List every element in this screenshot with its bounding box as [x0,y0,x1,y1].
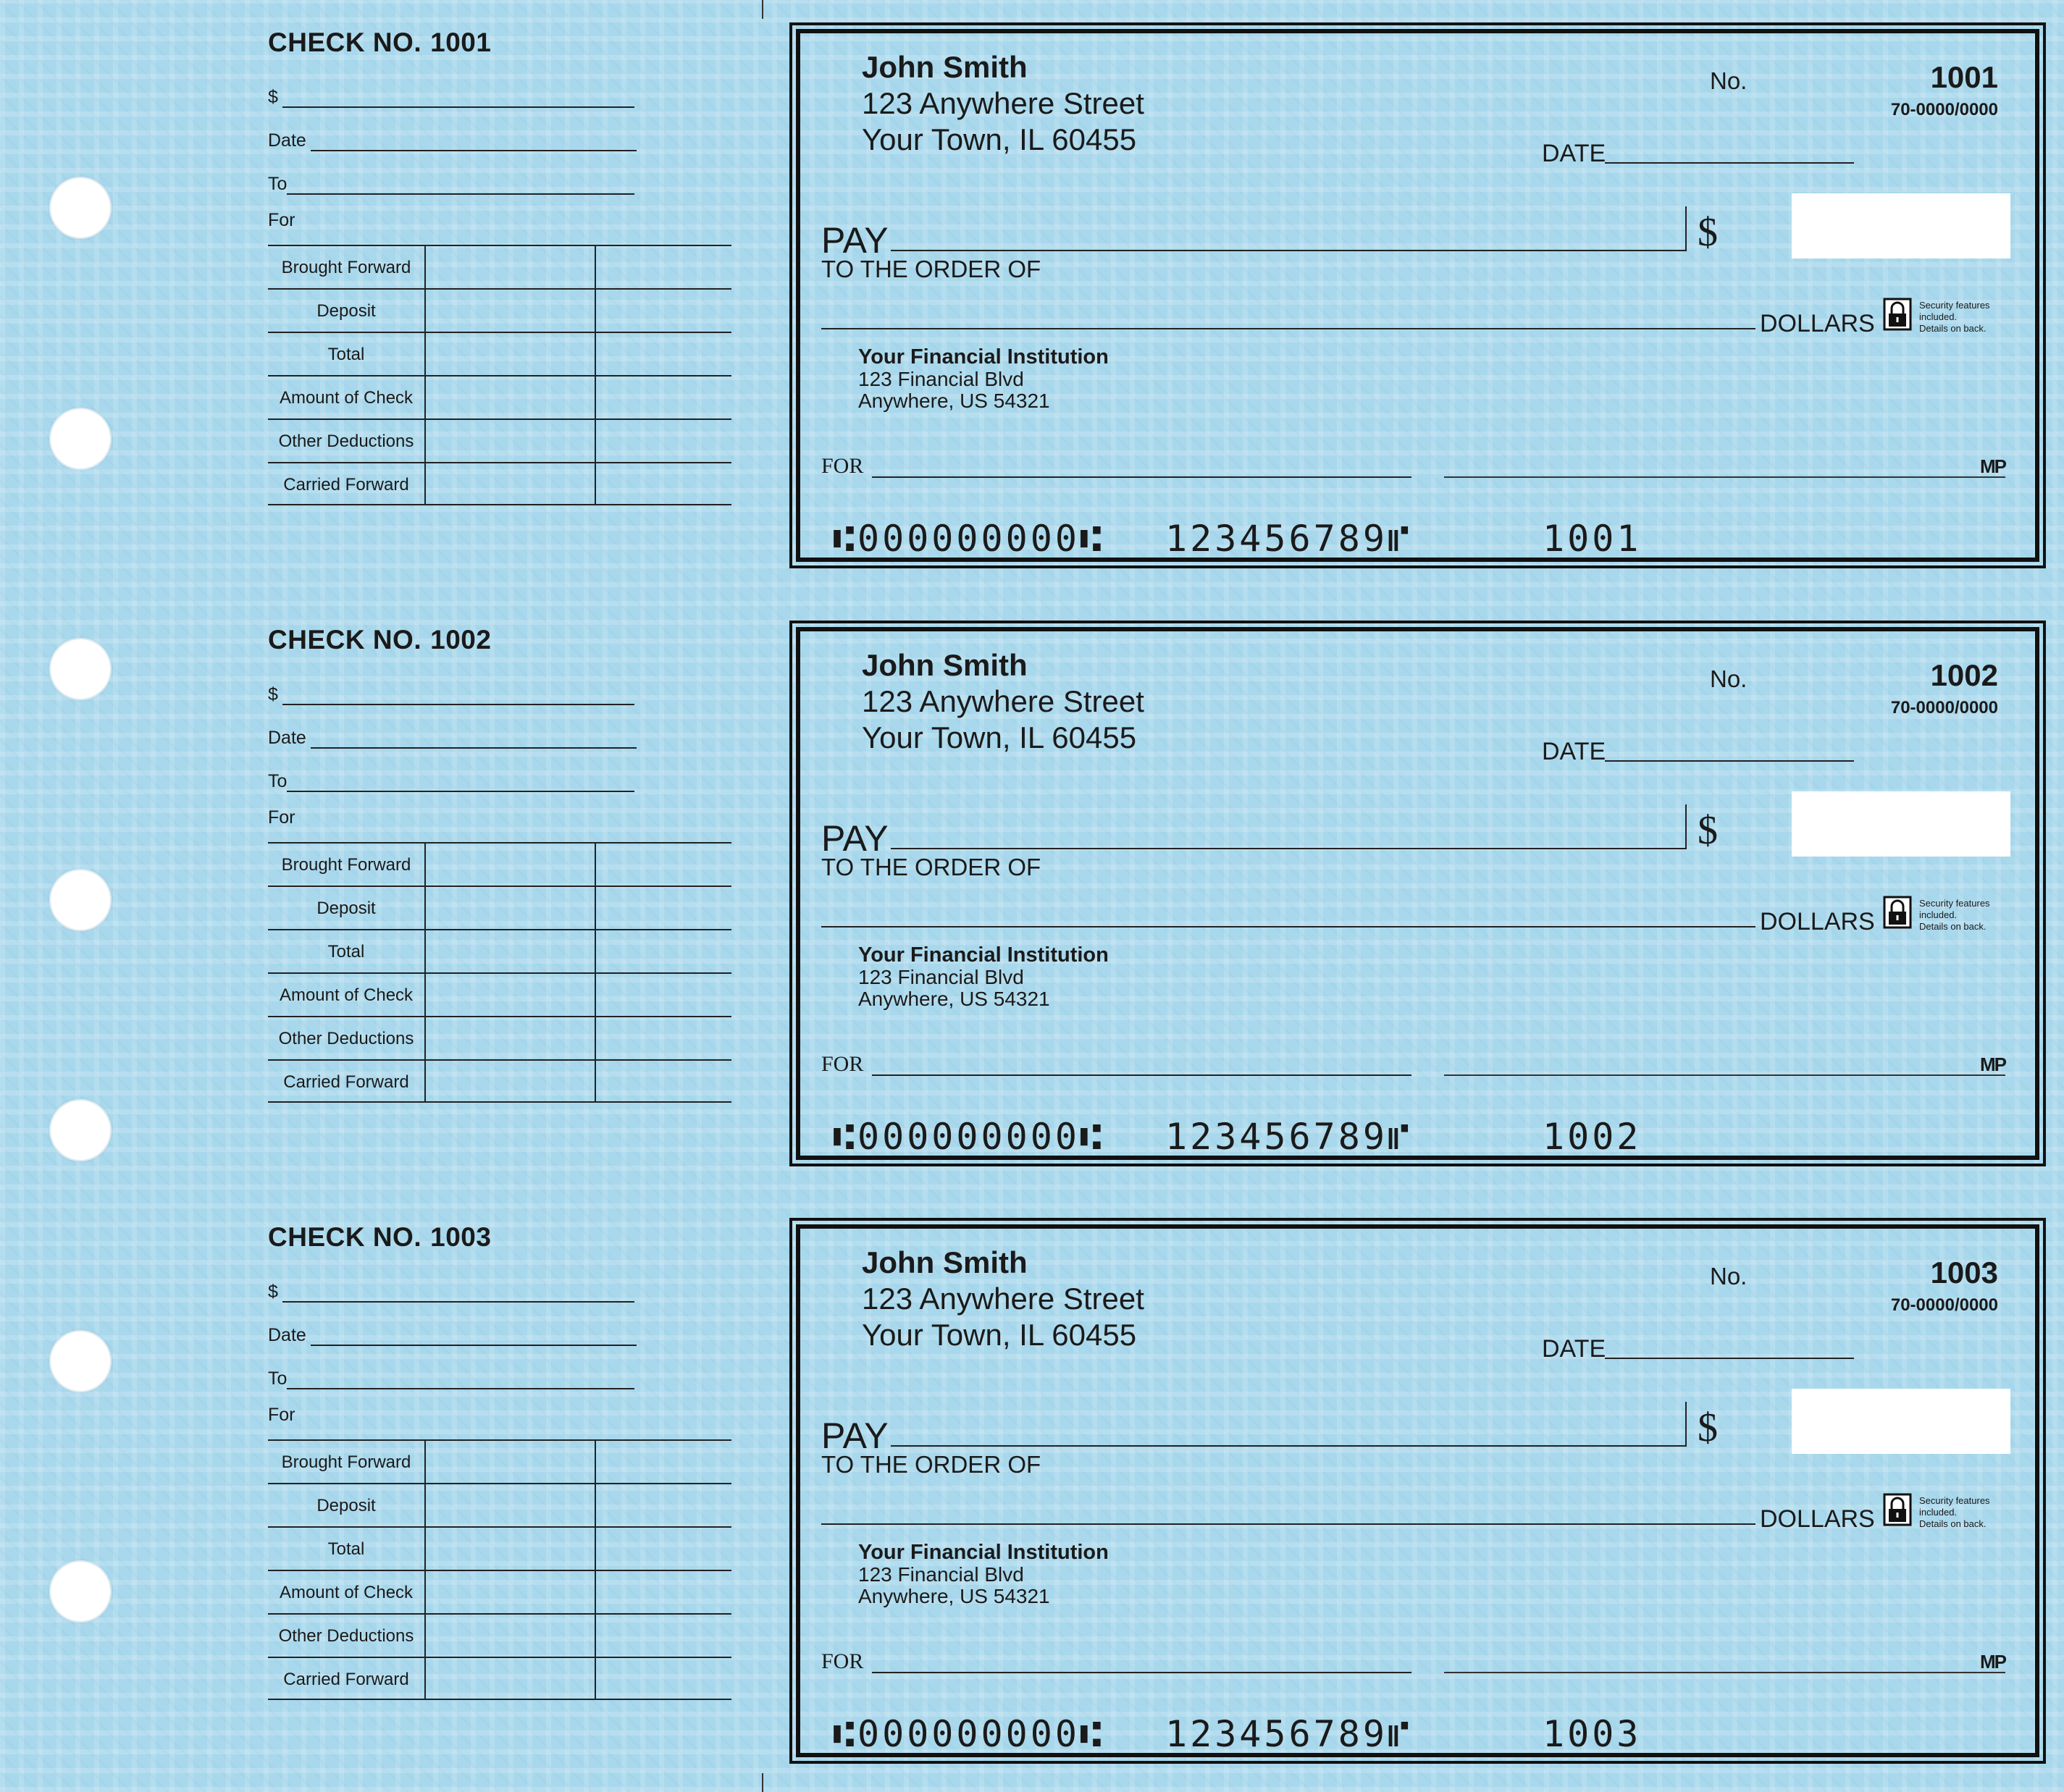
date-field[interactable] [1605,1358,1854,1359]
mp-security-mark: MP [1980,1053,2005,1075]
security-note: Security features included. Details on back. [1919,300,1990,334]
ledger-row[interactable]: Carried Forward [268,1657,731,1700]
pay-label: PAY [821,220,889,261]
date-label: DATE [1542,1335,1606,1363]
binder-hole [49,177,112,239]
stub-date-field[interactable]: Date [268,728,637,749]
owner-address: Your Town, IL 60455 [862,122,1137,156]
check [789,22,2046,568]
ledger-row[interactable]: Amount of Check [268,972,731,1016]
stub-ledger [268,842,731,1103]
payee-divider [1685,206,1687,251]
binder-hole [49,1560,112,1623]
date-label: DATE [1542,738,1606,765]
micr-check-number: 1003 [1543,1713,1642,1755]
mp-security-mark: MP [1980,455,2005,477]
amount-box[interactable] [1792,193,2010,258]
amount-box[interactable] [1792,791,2010,857]
bank-name: Your Financial Institution [858,345,1109,369]
ledger-row[interactable]: Carried Forward [268,1059,731,1103]
bank-address: Anywhere, US 54321 [858,390,1050,412]
payee-field[interactable] [891,848,1685,849]
ledger-row[interactable]: Brought Forward [268,245,731,288]
bank-address: 123 Financial Blvd [858,368,1024,390]
stub-ledger [268,245,731,505]
signature-field[interactable] [1444,476,2005,478]
stub-title: CHECK NO. 1001 [268,28,492,57]
dollar-sign: $ [1698,210,1718,255]
routing-fraction: 70-0000/0000 [1890,698,1998,718]
binder-hole [49,638,112,700]
ledger-row[interactable]: Other Deductions [268,1016,731,1059]
dollars-label: DOLLARS [1760,310,1875,337]
security-note: Security features included. Details on back. [1919,898,1990,932]
ledger-row[interactable]: Total [268,1526,731,1570]
date-field[interactable] [1605,760,1854,762]
owner-address: Your Town, IL 60455 [862,720,1137,754]
lock-icon [1883,1493,1912,1526]
ledger-row[interactable]: Deposit [268,886,731,929]
micr-account: 123456789⑈ [1165,518,1412,560]
micr-account: 123456789⑈ [1165,1713,1412,1755]
ledger-row[interactable]: Other Deductions [268,418,731,462]
owner-address: Your Town, IL 60455 [862,1318,1137,1352]
check-no-label: No. [1710,67,1748,94]
owner-name: John Smith [862,50,1028,84]
ledger-row[interactable]: Deposit [268,288,731,332]
lock-icon [1883,896,1912,929]
check-stub [268,625,731,1175]
binder-hole [49,1330,112,1392]
payee-divider [1685,804,1687,849]
ledger-row[interactable]: Brought Forward [268,842,731,886]
owner-name: John Smith [862,1245,1028,1279]
check-number: 1001 [1930,60,1998,94]
stub-amount-field[interactable]: $ [268,684,634,705]
amount-words-field[interactable] [821,1523,1755,1525]
perforation-mark [762,1773,763,1792]
check-number: 1002 [1930,658,1998,692]
ledger-row[interactable]: Amount of Check [268,1570,731,1613]
stub-ledger [268,1439,731,1700]
check-stub [268,1222,731,1772]
stub-title: CHECK NO. 1002 [268,625,492,655]
mp-security-mark: MP [1980,1651,2005,1673]
stub-date-field[interactable]: Date [268,130,637,151]
routing-fraction: 70-0000/0000 [1890,100,1998,119]
micr-check-number: 1001 [1543,518,1642,560]
memo-label: FOR [821,1649,864,1673]
memo-field[interactable] [872,1074,1411,1076]
to-the-order-of-label: TO THE ORDER OF [821,1451,1041,1478]
memo-field[interactable] [872,476,1411,478]
micr-routing: ⑆000000000⑆ [833,518,1104,560]
signature-field[interactable] [1444,1074,2005,1076]
memo-field[interactable] [872,1672,1411,1673]
stub-date-field[interactable]: Date [268,1325,637,1346]
check-no-label: No. [1710,1263,1748,1290]
check [789,1218,2046,1764]
bank-name: Your Financial Institution [858,1541,1109,1564]
stub-check-number: 1003 [430,1222,492,1252]
perforation-mark [762,0,763,19]
stub-to-field[interactable]: To [268,1368,634,1389]
to-the-order-of-label: TO THE ORDER OF [821,256,1041,282]
stub-title: CHECK NO. 1003 [268,1222,492,1252]
dollars-label: DOLLARS [1760,1505,1875,1533]
bank-address: Anywhere, US 54321 [858,1585,1050,1607]
binder-hole [49,408,112,470]
pay-label: PAY [821,1415,889,1456]
stub-for-field[interactable]: For [268,210,295,230]
micr-routing: ⑆000000000⑆ [833,1116,1104,1158]
amount-words-field[interactable] [821,328,1755,329]
micr-account: 123456789⑈ [1165,1116,1412,1158]
check-number: 1003 [1930,1255,1998,1290]
owner-address: 123 Anywhere Street [862,684,1144,718]
bank-address: 123 Financial Blvd [858,966,1024,988]
ledger-row[interactable]: Other Deductions [268,1613,731,1657]
stub-check-number: 1001 [430,28,492,57]
micr-routing: ⑆000000000⑆ [833,1713,1104,1755]
check-no-label: No. [1710,665,1748,692]
amount-words-field[interactable] [821,926,1755,927]
ledger-row[interactable]: Carried Forward [268,462,731,505]
owner-name: John Smith [862,648,1028,682]
check-stub [268,28,731,578]
dollar-sign: $ [1698,1405,1718,1450]
memo-label: FOR [821,454,864,478]
routing-fraction: 70-0000/0000 [1890,1295,1998,1315]
bank-address: 123 Financial Blvd [858,1563,1024,1586]
stub-to-field[interactable]: To [268,771,634,792]
memo-label: FOR [821,1052,864,1076]
owner-address: 123 Anywhere Street [862,86,1144,120]
amount-box[interactable] [1792,1389,2010,1454]
stub-check-number: 1002 [430,625,492,655]
stub-amount-field[interactable]: $ [268,87,634,108]
ledger-row[interactable]: Total [268,929,731,972]
payee-field[interactable] [891,250,1685,251]
bank-name: Your Financial Institution [858,943,1109,967]
lock-icon [1883,298,1912,331]
micr-check-number: 1002 [1543,1116,1642,1158]
payee-divider [1685,1402,1687,1447]
to-the-order-of-label: TO THE ORDER OF [821,854,1041,880]
stub-to-field[interactable]: To [268,174,634,195]
dollars-label: DOLLARS [1760,908,1875,935]
stub-for-field[interactable]: For [268,807,295,828]
security-note: Security features included. Details on back. [1919,1495,1990,1529]
payee-field[interactable] [891,1445,1685,1447]
signature-field[interactable] [1444,1672,2005,1673]
binder-hole [49,869,112,931]
date-field[interactable] [1605,162,1854,164]
ledger-row[interactable]: Amount of Check [268,375,731,418]
ledger-row[interactable]: Deposit [268,1483,731,1526]
pay-label: PAY [821,818,889,859]
date-label: DATE [1542,140,1606,167]
ledger-row[interactable]: Total [268,332,731,375]
owner-address: 123 Anywhere Street [862,1282,1144,1316]
binder-hole [49,1099,112,1161]
stub-amount-field[interactable]: $ [268,1282,634,1303]
check [789,621,2046,1166]
stub-for-field[interactable]: For [268,1405,295,1425]
bank-address: Anywhere, US 54321 [858,988,1050,1010]
ledger-row[interactable]: Brought Forward [268,1439,731,1483]
dollar-sign: $ [1698,808,1718,853]
